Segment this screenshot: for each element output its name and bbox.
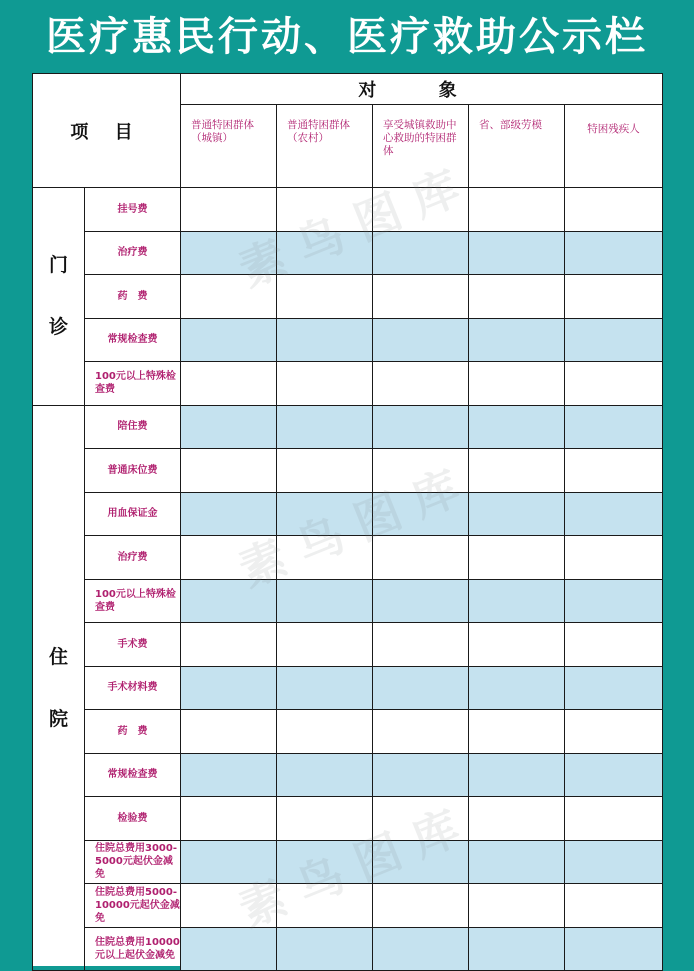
table-cell (181, 579, 277, 623)
table-cell (469, 275, 565, 319)
table-cell (181, 927, 277, 971)
object-header: 对 象 (181, 74, 663, 105)
table-cell (277, 753, 373, 797)
table-cell (181, 536, 277, 580)
table-cell (469, 405, 565, 449)
table-row (33, 666, 663, 710)
item-label: 药 费 (85, 275, 181, 319)
page-title: 医疗惠民行动、医疗救助公示栏 (46, 14, 648, 60)
table-cell (469, 927, 565, 971)
table-cell (373, 666, 469, 710)
item-label: 常规检查费 (85, 753, 181, 797)
notice-board-table (32, 73, 662, 966)
table-row (33, 884, 663, 928)
table-cell (181, 492, 277, 536)
table-cell (469, 188, 565, 232)
table-cell (277, 927, 373, 971)
table-cell (181, 840, 277, 884)
table-cell (277, 492, 373, 536)
table-cell (277, 666, 373, 710)
table-cell (469, 231, 565, 275)
table-cell (469, 840, 565, 884)
column-header-urban: 普通特困群体（城镇） (181, 105, 277, 188)
table-cell (373, 362, 469, 406)
table-cell (469, 797, 565, 841)
table-row (33, 275, 663, 319)
table-row (33, 231, 663, 275)
table-cell (181, 449, 277, 493)
table-cell (565, 884, 663, 928)
item-label: 手术材料费 (85, 666, 181, 710)
table-cell (181, 231, 277, 275)
table-cell (277, 710, 373, 754)
table-cell (277, 275, 373, 319)
table-cell (181, 710, 277, 754)
table-cell (373, 797, 469, 841)
table-cell (565, 753, 663, 797)
table-cell (469, 884, 565, 928)
table-cell (469, 666, 565, 710)
table-cell (469, 492, 565, 536)
table-cell (373, 449, 469, 493)
table-cell (373, 884, 469, 928)
table-cell (277, 840, 373, 884)
table-cell (565, 275, 663, 319)
table-cell (277, 579, 373, 623)
table-cell (373, 840, 469, 884)
table-cell (373, 623, 469, 667)
table-cell (373, 579, 469, 623)
table-cell (181, 188, 277, 232)
item-label: 治疗费 (85, 231, 181, 275)
column-header-model-worker: 省、部级劳模 (469, 105, 565, 188)
table-cell (277, 884, 373, 928)
item-label: 常规检查费 (85, 318, 181, 362)
table-row (33, 492, 663, 536)
item-label: 住院总费用3000-5000元起伏金减免 (85, 840, 181, 884)
table-cell (181, 405, 277, 449)
table-cell (565, 405, 663, 449)
table-cell (373, 188, 469, 232)
item-label: 100元以上特殊检查费 (85, 579, 181, 623)
column-header-rural: 普通特困群体（农村） (277, 105, 373, 188)
table-cell (565, 188, 663, 232)
item-label: 药 费 (85, 710, 181, 754)
table-cell (469, 710, 565, 754)
table-cell (373, 536, 469, 580)
column-header-disabled: 特困残疾人 (565, 105, 663, 188)
table-cell (373, 275, 469, 319)
project-header: 项 目 (33, 74, 181, 188)
item-label: 100元以上特殊检查费 (85, 362, 181, 406)
item-label: 住院总费用5000-10000元起伏金减免 (85, 884, 181, 928)
item-label: 挂号费 (85, 188, 181, 232)
table-cell (373, 318, 469, 362)
table-row (33, 362, 663, 406)
table-cell (469, 753, 565, 797)
table-cell (277, 536, 373, 580)
table-cell (373, 405, 469, 449)
table-row (33, 623, 663, 667)
table-cell (565, 318, 663, 362)
table-cell (277, 231, 373, 275)
item-label: 住院总费用10000元以上起伏金减免 (85, 927, 181, 971)
table-cell (469, 449, 565, 493)
group-label-inpatient: 住 院 (33, 405, 85, 971)
table-cell (181, 753, 277, 797)
table-cell (565, 797, 663, 841)
table-row (33, 753, 663, 797)
table-cell (373, 710, 469, 754)
item-label: 用血保证金 (85, 492, 181, 536)
table-row (33, 318, 663, 362)
table-cell (277, 623, 373, 667)
item-label: 检验费 (85, 797, 181, 841)
table-cell (565, 536, 663, 580)
table-cell (469, 579, 565, 623)
table-row (33, 710, 663, 754)
item-label: 普通床位费 (85, 449, 181, 493)
table-cell (373, 753, 469, 797)
table-cell (277, 188, 373, 232)
table-cell (565, 492, 663, 536)
table-cell (469, 362, 565, 406)
item-label: 陪住费 (85, 405, 181, 449)
table-cell (565, 231, 663, 275)
table-cell (277, 318, 373, 362)
table-cell (469, 318, 565, 362)
table-cell (277, 449, 373, 493)
table-cell (277, 405, 373, 449)
table-cell (181, 623, 277, 667)
item-label: 治疗费 (85, 536, 181, 580)
table-cell (565, 623, 663, 667)
table-row (33, 840, 663, 884)
table-cell (181, 275, 277, 319)
table-cell (565, 666, 663, 710)
table-cell (277, 362, 373, 406)
table-cell (181, 666, 277, 710)
table-cell (181, 884, 277, 928)
assistance-table (32, 73, 663, 971)
table-row (33, 797, 663, 841)
table-row (33, 188, 663, 232)
table-row (33, 449, 663, 493)
table-cell (469, 536, 565, 580)
table-row (33, 927, 663, 971)
table-cell (469, 623, 565, 667)
table-row (33, 579, 663, 623)
table-cell (565, 927, 663, 971)
table-cell (181, 362, 277, 406)
table-cell (565, 449, 663, 493)
table-cell (277, 797, 373, 841)
table-cell (565, 840, 663, 884)
table-cell (565, 362, 663, 406)
table-cell (565, 579, 663, 623)
table-row (33, 405, 663, 449)
table-cell (565, 710, 663, 754)
table-cell (181, 797, 277, 841)
table-row (33, 536, 663, 580)
group-label-outpatient: 门 诊 (33, 188, 85, 406)
table-cell (181, 318, 277, 362)
table-cell (373, 927, 469, 971)
item-label: 手术费 (85, 623, 181, 667)
table-cell (373, 492, 469, 536)
table-cell (373, 231, 469, 275)
column-header-center: 享受城镇救助中心救助的特困群体 (373, 105, 469, 188)
